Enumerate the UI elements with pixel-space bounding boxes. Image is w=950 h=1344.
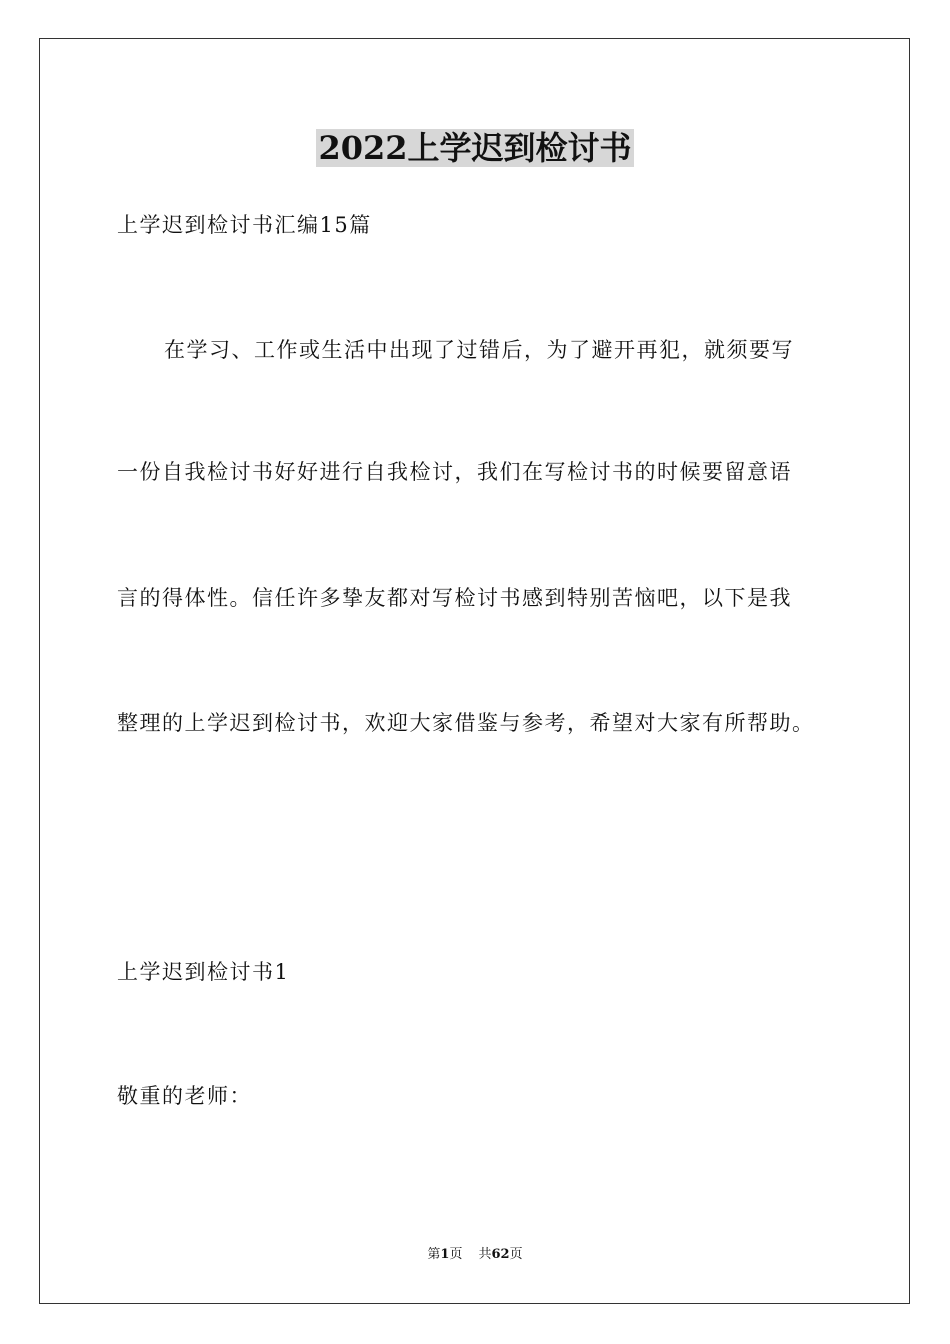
- footer-page-prefix: 第: [427, 1247, 441, 1262]
- section-heading: 上学迟到检讨书1: [117, 960, 290, 984]
- footer-total-prefix: 共: [478, 1247, 492, 1262]
- salutation: 敬重的老师：: [117, 1084, 252, 1108]
- document-title: 2022上学迟到检讨书: [318, 129, 632, 167]
- document-subtitle: 上学迟到检讨书汇编15篇: [117, 213, 372, 237]
- footer-total-pages: 62: [491, 1247, 510, 1262]
- footer-page-number: 1: [440, 1247, 450, 1262]
- intro-line-4: 整理的上学迟到检讨书，欢迎大家借鉴与参考，希望对大家有所帮助。: [117, 711, 815, 735]
- footer-page-suffix: 页: [449, 1247, 463, 1262]
- document-title-wrapper: [0, 126, 950, 170]
- intro-line-1: 在学习、工作或生活中出现了过错后，为了避开再犯，就须要写: [164, 338, 794, 362]
- footer-total-suffix: 页: [509, 1247, 523, 1262]
- page-footer: [0, 1245, 950, 1265]
- intro-line-2: 一份自我检讨书好好进行自我检讨，我们在写检讨书的时候要留意语: [117, 460, 792, 484]
- intro-line-3: 言的得体性。信任许多挚友都对写检讨书感到特别苦恼吧，以下是我: [117, 586, 792, 610]
